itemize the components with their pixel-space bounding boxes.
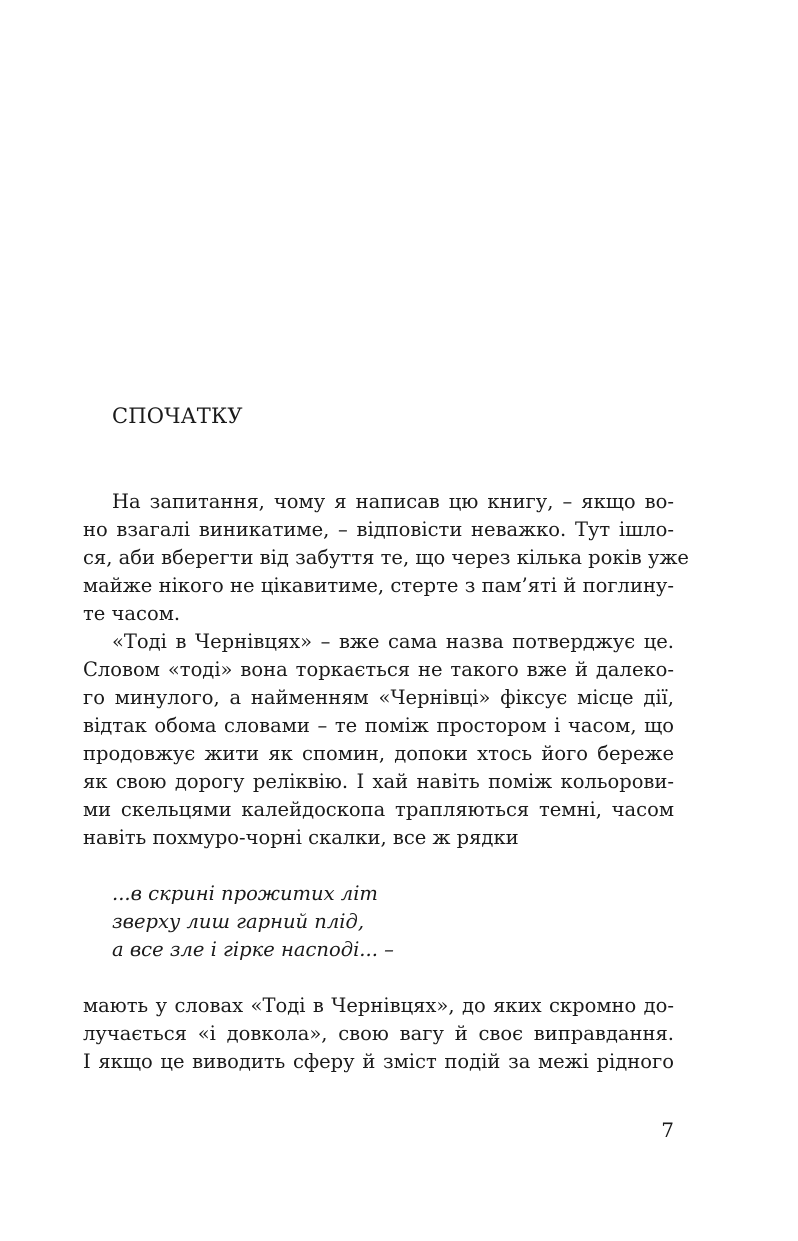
paragraph-2-line: як свою дорогу реліквію. І хай навіть поміж кольорови- [83,770,674,793]
paragraph-2-line: навіть похмуро-чорні скалки, все ж рядки [83,826,519,849]
paragraph-2-line: ми скельцями калейдоскопа трапляються темні, часом [83,798,674,821]
paragraph-3-line: лучається «і довкола», свою вагу й своє виправдання. [83,1022,674,1045]
paragraph-2-line: продовжує жити як спомин, допоки хтось його береже [83,742,674,765]
paragraph-2-line: відтак обома словами – те поміж простором і часом, що [83,714,674,737]
verse-line: а все зле і гірке насподі... – [112,938,394,961]
paragraph-1-line: но взагалі виникатиме, – відповісти неважко. Тут ішло- [83,518,674,541]
paragraph-3-line: І якщо це виводить сферу й зміст подій за межі рідного [83,1050,674,1073]
paragraph-1-line: те часом. [83,602,181,625]
paragraph-1-line: ся, аби вберегти від забуття те, що через кілька років уже [83,546,689,569]
page-number: 7 [661,1118,674,1142]
paragraph-1-line: На запитання, чому я написав цю книгу, – якщо во- [112,490,674,513]
paragraph-3-line: мають у словах «Тоді в Чернівцях», до яких скромно до- [83,994,674,1017]
paragraph-2-line: Словом «тоді» вона торкається не такого вже й далеко- [83,658,674,681]
verse-line: ...в скрині прожитих літ [112,882,378,905]
paragraph-2-line: «Тоді в Чернівцях» – вже сама назва потверджує це. [112,630,674,653]
verse-line: зверху лиш гарний плід, [112,910,365,933]
paragraph-2-line: го минулого, а найменням «Чернівці» фіксує місце дії, [83,686,674,709]
paragraph-1-line: майже нікого не цікавитиме, стерте з пам’яті й поглину- [83,574,674,597]
chapter-heading: СПОЧАТКУ [112,404,243,428]
